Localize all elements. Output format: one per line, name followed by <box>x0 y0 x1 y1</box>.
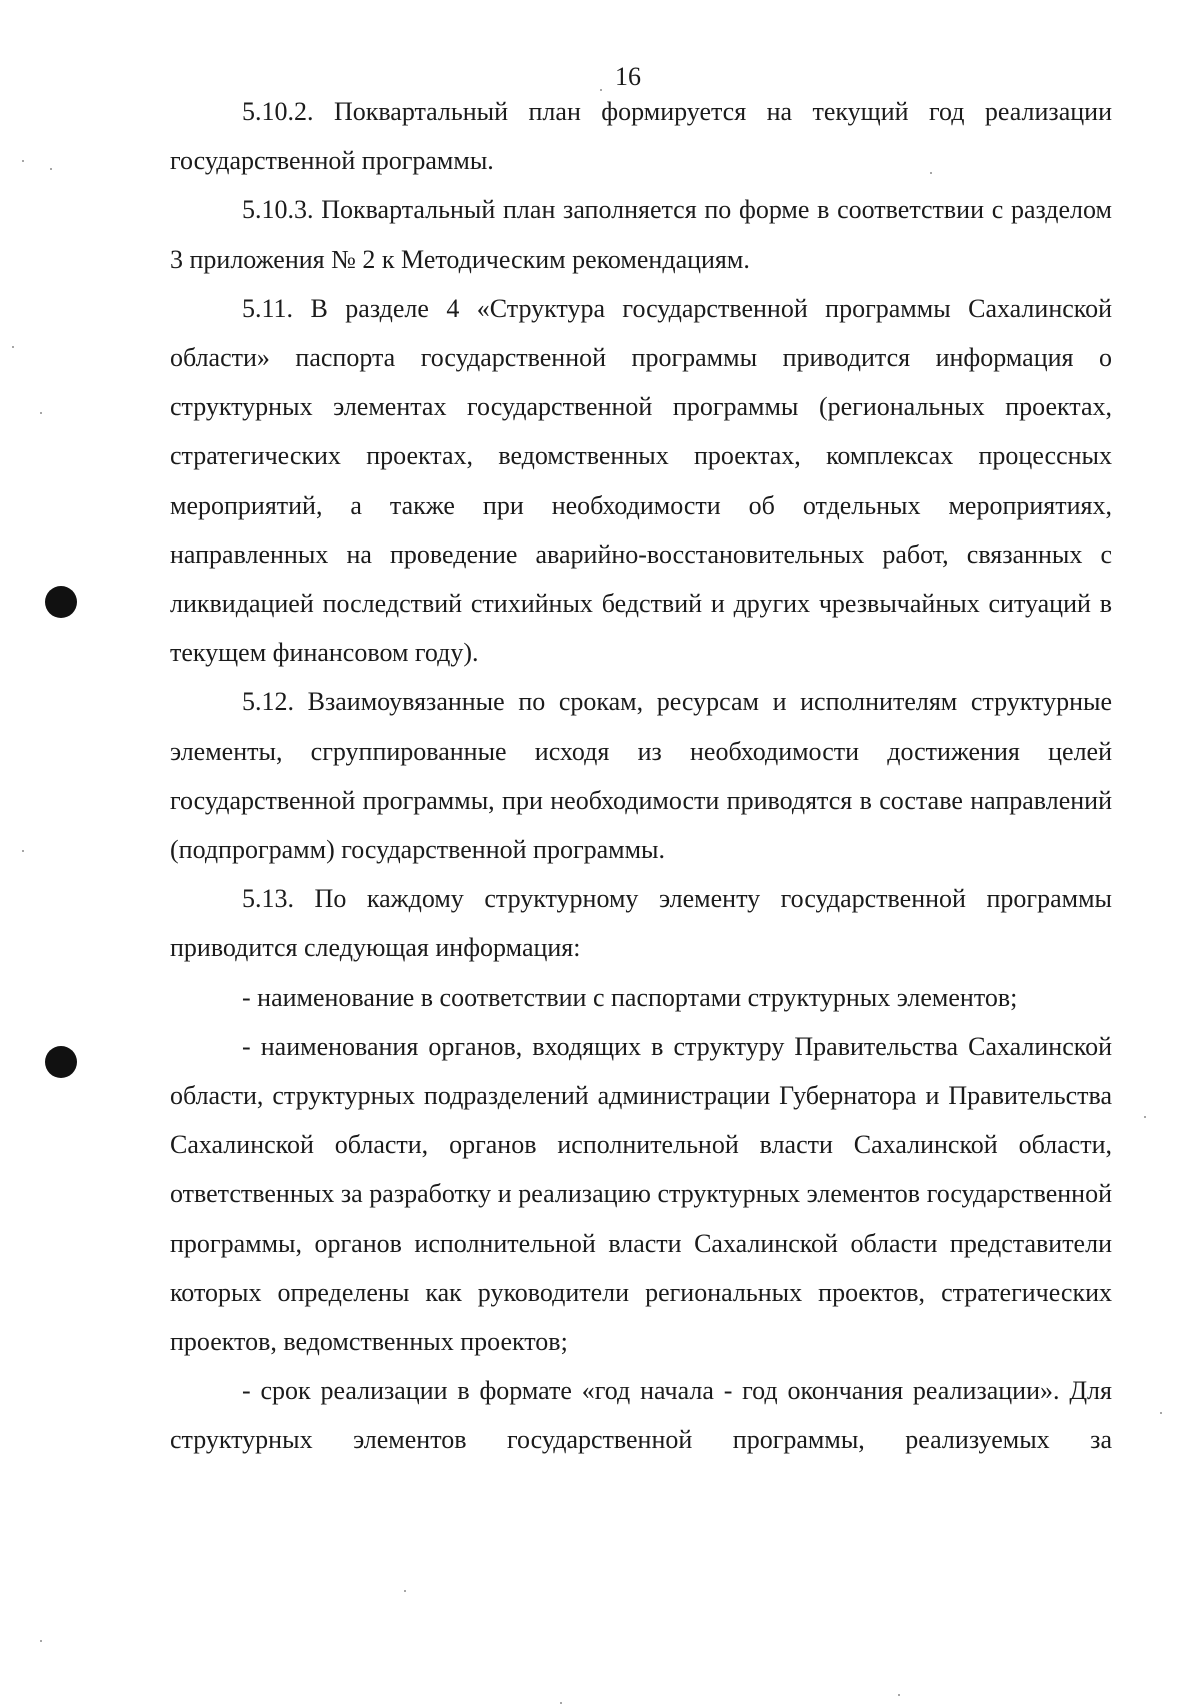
list-item-organs: - наименования органов, входящих в структуру Правительства Сахалинской области, структурных подразделений администрации Губернатора и Правительства Сахалинской области, органов исполнительной власти Сахалинской области, ответственных за разработку и реализацию структурных элементов государственной программы, органов исполнительной власти Сахалинской области представители которых определены как руководители региональных проектов, стратегических проектов, ведомственных проектов; <box>170 1031 1112 1357</box>
scan-speck <box>898 1694 900 1696</box>
scan-speck <box>22 850 24 852</box>
punch-hole-mark <box>45 1046 77 1078</box>
scan-speck <box>1160 1412 1162 1414</box>
scan-speck <box>40 412 42 414</box>
scan-speck <box>12 346 14 348</box>
paragraph-5-13: 5.13. По каждому структурному элементу государственной программы приводится следующая информация: <box>170 884 1112 963</box>
scan-speck <box>50 168 52 170</box>
paragraph-5-12: 5.12. Взаимоувязанные по срокам, ресурсам и исполнителям структурные элементы, сгруппированные исходя из необходимости достижения целей государственной программы, при необходимости приводятся в составе направлений (подпрограмм) государственной программы. <box>170 687 1112 865</box>
scan-speck <box>1144 1116 1146 1118</box>
page-number: 16 <box>615 62 641 91</box>
scan-speck <box>40 1640 42 1642</box>
punch-hole-mark <box>45 586 77 618</box>
document-body <box>170 87 1112 1465</box>
scan-speck <box>404 1590 406 1592</box>
paragraph-5-10-3: 5.10.3. Поквартальный план заполняется по форме в соответствии с разделом 3 приложения № 2 к Методическим рекомендациям. <box>170 195 1112 274</box>
list-item-name: - наименование в соответствии с паспортами структурных элементов; <box>242 982 1018 1012</box>
paragraph-5-10-2: 5.10.2. Поквартальный план формируется на текущий год реализации государственной программы. <box>170 97 1112 176</box>
scan-speck <box>22 160 24 162</box>
list-item-term: - срок реализации в формате «год начала - год окончания реализации». Для структурных элементов государственной программы, реализуемых за <box>170 1376 1112 1455</box>
paragraph-5-11: 5.11. В разделе 4 «Структура государственной программы Сахалинской области» паспорта государственной программы приводится информация о структурных элементах государственной программы (региональных проектах, стратегических проектах, ведомственных проектах, комплексах процессных мероприятий, а также при необходимости об отдельных мероприятиях, направленных на проведение аварийно-восстановительных работ, связанных с ликвидацией последствий стихийных бедствий и других чрезвычайных ситуаций в текущем финансовом году). <box>170 293 1112 668</box>
scan-speck <box>560 1702 562 1704</box>
